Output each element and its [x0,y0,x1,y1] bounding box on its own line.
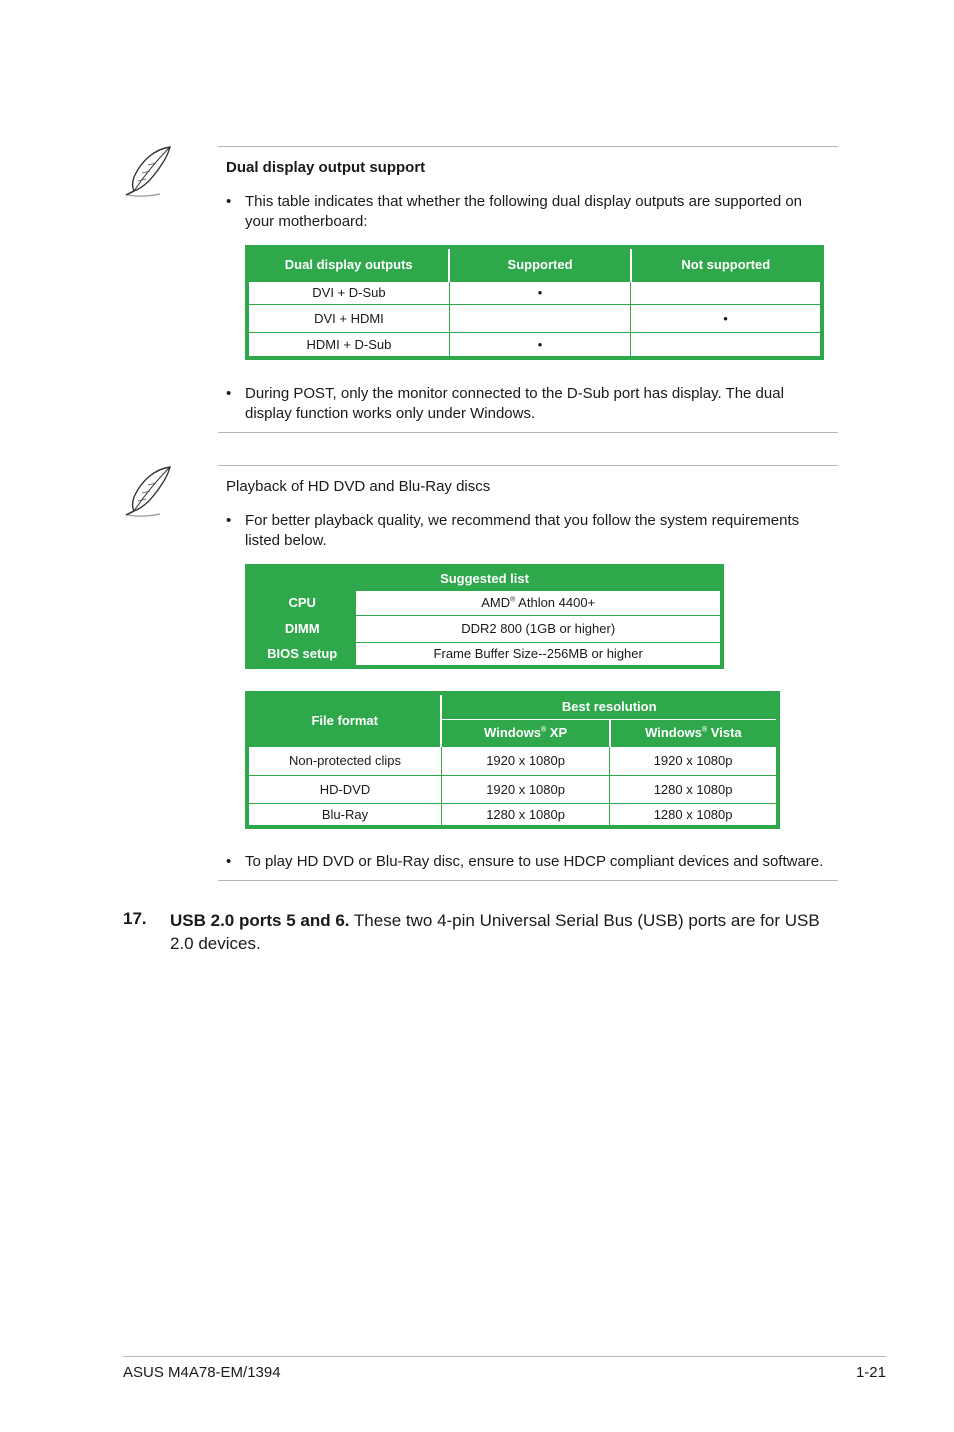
note2-bottom-rule [218,880,838,881]
note1-bullet1 [226,192,826,234]
table-row [247,332,822,358]
table-cell [631,281,822,304]
feather-quill-icon [120,143,176,199]
best-resolution-table [245,691,780,829]
table-subheader [610,719,778,746]
table-cell: DDR2 800 (1GB or higher) [356,615,722,642]
note1-title: Dual display output support [226,159,426,176]
table-row-label: DIMM [247,615,356,642]
table-cell: DVI + D-Sub [247,281,449,304]
table-row [247,615,722,642]
bullet-text: For better playback quality, we recommend that you follow the system requirements listed below. [245,512,800,549]
table-row [247,281,822,304]
note2-bullet1 [226,511,826,553]
registered-mark: ® [540,726,547,734]
table-cell: 1920 x 1080p [441,775,609,803]
table-cell: • [631,304,822,332]
table-cell: Frame Buffer Size--256MB or higher [356,642,722,667]
table-row [247,746,778,775]
suggested-list-table [245,564,724,669]
bullet-text: To play HD DVD or Blu-Ray disc, ensure to use HDCP compliant devices and software. [245,853,824,870]
step-number: 17. [123,909,147,928]
header-text: Vista [707,725,742,740]
footer-rule [123,1356,886,1357]
table-row [247,775,778,803]
table-row-label: BIOS setup [247,642,356,667]
table-cell: 1920 x 1080p [441,746,609,775]
bullet-text: This table indicates that whether the following dual display outputs are supported on your motherboard: [245,193,803,230]
table-header: Best resolution [441,693,778,719]
bullet-dot: • [226,512,232,529]
table-cell [356,590,722,615]
table-header: File format [247,693,441,746]
table-subheader [441,719,609,746]
note2-bullet2 [226,852,846,874]
table-row-label: CPU [247,590,356,615]
table-cell: HD-DVD [247,775,441,803]
table-cell: HDMI + D-Sub [247,332,449,358]
table-row [247,304,822,332]
note2-top-rule [218,465,838,466]
bullet-dot: • [226,193,232,210]
table-cell: DVI + HDMI [247,304,449,332]
registered-mark: ® [702,726,708,734]
table-header: Suggested list [247,566,722,590]
header-text: Windows [645,725,703,740]
note2-title: Playback of HD DVD and Blu-Ray discs [226,478,491,495]
bullet-text: During POST, only the monitor connected to the D-Sub port has display. The dual display function works only under Windows. [245,385,784,422]
cell-text: AMD [481,595,511,610]
step-heading: USB 2.0 ports 5 and 6. [170,911,350,930]
header-text: Windows [484,725,541,740]
table-cell: • [449,281,630,304]
page-number: 1-21 [855,1364,886,1381]
table-header: Supported [449,247,630,281]
table-row [247,590,722,615]
table-cell: 1280 x 1080p [610,803,778,827]
feather-quill-icon [120,463,176,519]
table-cell: 1920 x 1080p [610,746,778,775]
table-cell: 1280 x 1080p [610,775,778,803]
bullet-dot: • [226,385,232,402]
note1-top-rule [218,146,838,147]
step-description: These two 4-pin Universal Serial Bus (USB) ports are for USB 2.0 devices. [170,911,820,953]
note1-bullet2 [226,384,826,426]
dual-display-table [245,245,824,360]
footer-product-name: ASUS M4A78-EM/1394 [123,1364,281,1381]
step-text [170,909,820,955]
table-cell: • [449,332,630,358]
table-cell: Blu-Ray [247,803,441,827]
table-cell: Non-protected clips [247,746,441,775]
registered-mark: ® [510,596,516,604]
table-header: Dual display outputs [247,247,449,281]
cell-text: Athlon 4400+ [515,595,596,610]
table-cell: 1280 x 1080p [441,803,609,827]
table-header: Not supported [631,247,822,281]
table-cell [631,332,822,358]
header-text: XP [546,725,568,740]
bullet-dot: • [226,853,232,870]
table-row [247,803,778,827]
note1-bottom-rule [218,432,838,433]
table-row [247,642,722,667]
table-cell [449,304,630,332]
